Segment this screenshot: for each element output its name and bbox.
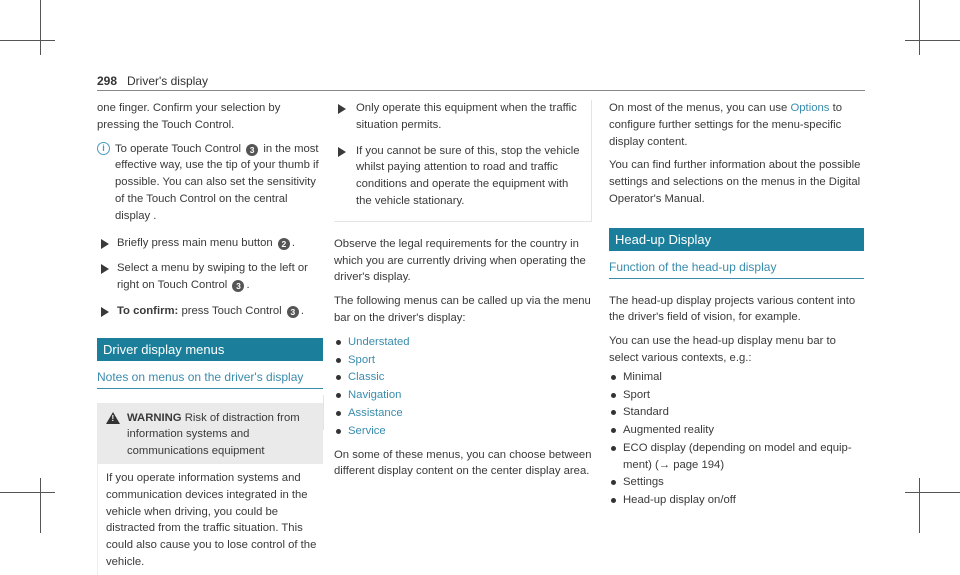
bullet-icon bbox=[611, 498, 616, 503]
further-info-text: You can find further information about the possible settings and selections on the menus in the Digital Operator's Manual. bbox=[609, 159, 861, 205]
list-item: Sport bbox=[334, 352, 592, 370]
intro-text: one finger. Confirm your selection by pressing the Touch Control. bbox=[97, 102, 281, 131]
hud-intro-text: The head-up display projects various content into the driver's field of vision, for example. bbox=[609, 294, 856, 324]
warning-box bbox=[97, 403, 323, 464]
list-item: ECO display (depending on model and equip- ment) (→ page 194) bbox=[609, 440, 864, 474]
callout-2-icon: 2 bbox=[278, 238, 290, 250]
section-heading-head-up-display: Head-up Display bbox=[609, 228, 864, 251]
page-header bbox=[97, 68, 865, 91]
list-item: Sport bbox=[609, 387, 864, 405]
list-item: Minimal bbox=[609, 369, 864, 387]
crop-mark bbox=[40, 0, 41, 55]
step-press-menu-button: Briefly press main menu button 2 . bbox=[97, 235, 323, 252]
list-item: Assistance bbox=[334, 405, 592, 423]
bullet-icon bbox=[336, 429, 341, 434]
bullet-icon bbox=[336, 411, 341, 416]
step-select-menu: Select a menu by swiping to the left or right on Touch Control 3 . bbox=[97, 260, 323, 294]
step-arrow-icon bbox=[101, 239, 109, 249]
crop-mark bbox=[0, 492, 55, 493]
page-number: 298 bbox=[97, 74, 118, 88]
options-link[interactable]: Options bbox=[790, 102, 830, 114]
menu-list bbox=[334, 334, 592, 441]
list-item: Navigation bbox=[334, 387, 592, 405]
bullet-icon bbox=[611, 375, 616, 380]
list-item: Head-up display on/off bbox=[609, 492, 864, 510]
step-confirm: To confirm: press Touch Control 3 . bbox=[97, 303, 323, 320]
bullet-icon bbox=[611, 410, 616, 415]
display-content-text: On some of these menus, you can choose between different display content on the center display area. bbox=[334, 448, 592, 478]
crop-mark bbox=[40, 478, 41, 533]
list-item: Standard bbox=[609, 404, 864, 422]
bullet-icon bbox=[611, 428, 616, 433]
column-3 bbox=[609, 100, 864, 516]
warning-title: Risk of distraction from information systems and communications equipment bbox=[127, 411, 300, 458]
subsection-heading-function: Function of the head-up display bbox=[609, 259, 864, 279]
list-item: Classic bbox=[334, 369, 592, 387]
context-list bbox=[609, 369, 864, 510]
warning-step-1: Only operate this equipment when the traffic situation permits. bbox=[334, 100, 585, 134]
warning-step-2: If you cannot be sure of this, stop the vehicle whilst paying attention to road and traffic conditions and operate the equipment with the vehicle stationary. bbox=[334, 143, 585, 210]
list-item: Settings bbox=[609, 474, 864, 492]
callout-3-icon: 3 bbox=[287, 306, 299, 318]
bullet-icon bbox=[336, 358, 341, 363]
warning-label: WARNING bbox=[127, 411, 182, 424]
page-reference-link[interactable]: ment) (→ page 194) bbox=[623, 458, 725, 471]
crop-mark bbox=[919, 478, 920, 533]
bullet-icon bbox=[611, 480, 616, 485]
menus-intro-text: The following menus can be called up via the menu bar on the driver's display: bbox=[334, 295, 591, 324]
callout-3-icon: 3 bbox=[246, 144, 258, 156]
crop-mark bbox=[905, 40, 960, 41]
bullet-icon bbox=[611, 446, 616, 451]
column-1 bbox=[97, 100, 323, 575]
warning-text: If you operate information systems and communication devices integrated in the vehicle when driving, you could be distracted from the traffic situation. This could also cause you to lose control of the vehicle. bbox=[97, 464, 323, 575]
info-icon: i bbox=[97, 142, 110, 155]
step-arrow-icon bbox=[338, 147, 346, 157]
info-note: i To operate Touch Control 3 in the most effective way, use the tip of your thumb if possible. You can also set the sensitivity of the Touch Control on the central display . bbox=[97, 141, 323, 225]
page-title: Driver's display bbox=[127, 74, 208, 88]
crop-mark bbox=[0, 40, 55, 41]
options-text: On most of the menus, you can use Options to configure further settings for the menu-specific display content. bbox=[609, 102, 842, 148]
list-item: Service bbox=[334, 423, 592, 441]
list-item: Augmented reality bbox=[609, 422, 864, 440]
column-2 bbox=[334, 100, 592, 487]
list-item: Understated bbox=[334, 334, 592, 352]
bullet-icon bbox=[336, 340, 341, 345]
column-divider bbox=[323, 395, 324, 430]
bullet-icon bbox=[336, 375, 341, 380]
warning-continued bbox=[334, 100, 592, 222]
warning-triangle-icon: ! bbox=[106, 412, 120, 424]
bullet-icon bbox=[336, 393, 341, 398]
callout-3-icon: 3 bbox=[232, 280, 244, 292]
bullet-icon bbox=[611, 393, 616, 398]
step-arrow-icon bbox=[338, 104, 346, 114]
section-heading-driver-display-menus: Driver display menus bbox=[97, 338, 323, 361]
hud-menu-bar-text: You can use the head-up display menu bar to select various contexts, e.g.: bbox=[609, 335, 836, 364]
subsection-heading-notes: Notes on menus on the driver's display bbox=[97, 369, 323, 389]
crop-mark bbox=[919, 0, 920, 55]
step-arrow-icon bbox=[101, 307, 109, 317]
legal-requirements-text: Observe the legal requirements for the country in which you are currently driving when operating the driver's display. bbox=[334, 237, 586, 284]
step-arrow-icon bbox=[101, 264, 109, 274]
crop-mark bbox=[905, 492, 960, 493]
